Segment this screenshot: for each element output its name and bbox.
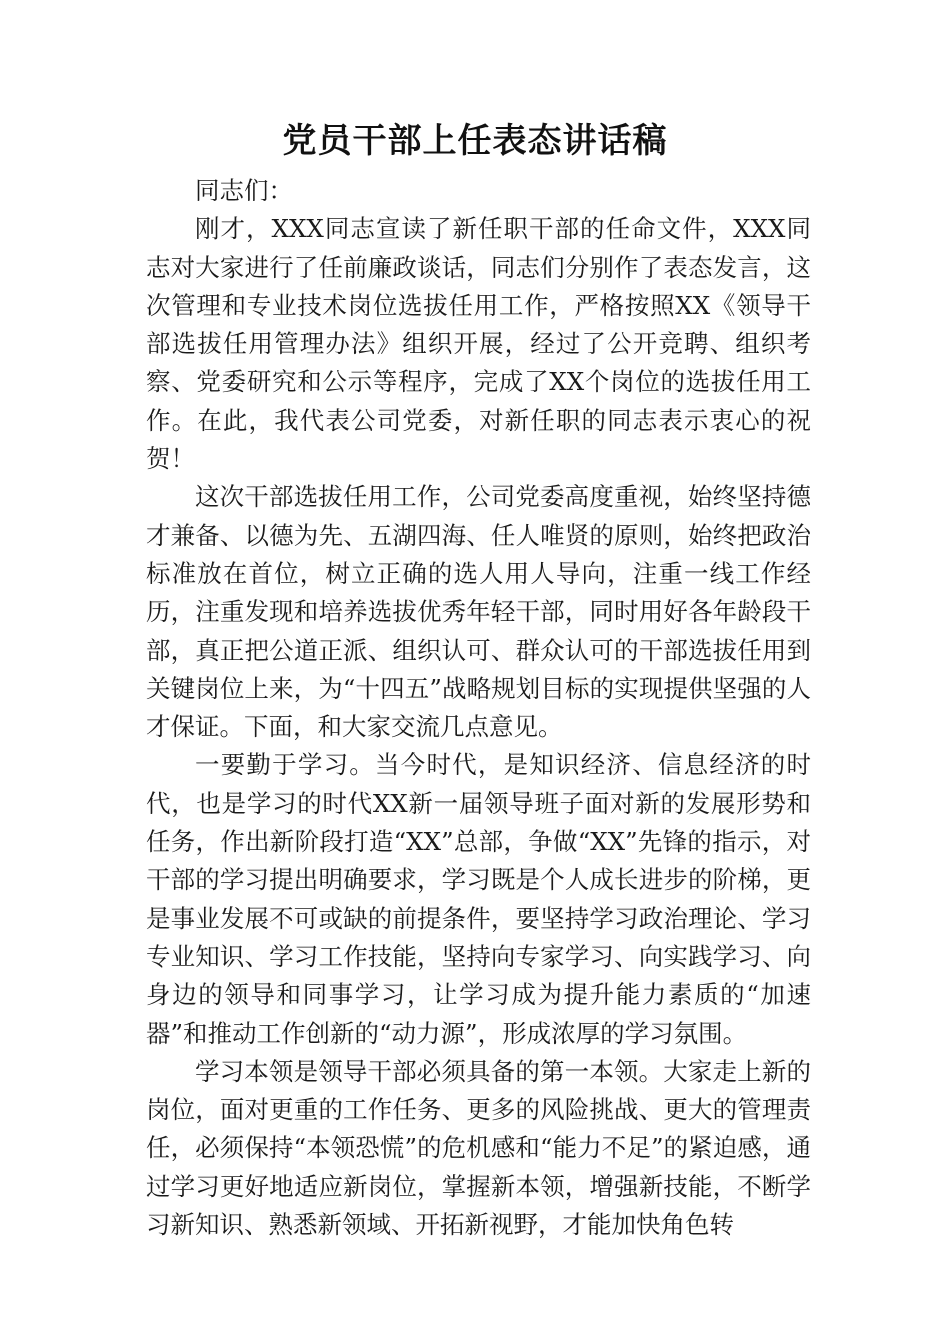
paragraph-3: 一要勤于学习。当今时代，是知识经济、信息经济的时代，也是学习的时代XX新一届领导班子面对新的发展形势和任务，作出新阶段打造“XX”总部，争做“XX”先锋的指示，对干部的学习提出明确要求，学习既是个人成长进步的阶梯，更是事业发展不可或缺的前提条件，要坚持学习政治理论、学习专业知识、学习工作技能，坚持向专家学习、向实践学习、向身边的领导和同事学习，让学习成为提升能力素质的“加速器”和推动工作创新的“动力源”，形成浓厚的学习氛围。 [146,750,811,1048]
salutation: 同志们： [195,176,293,205]
paragraph-2: 这次干部选拔任用工作，公司党委高度重视，始终坚持德才兼备、以德为先、五湖四海、任人唯贤的原则，始终把政治标准放在首位，树立正确的选人用人导向，注重一线工作经历，注重发现和培养选拔优秀年轻干部，同时用好各年龄段干部，真正把公道正派、组织认可、群众认可的干部选拔任用到关键岗位上来，为“十四五”战略规划目标的实现提供坚强的人才保证。下面，和大家交流几点意见。 [146,482,811,742]
paragraph-4: 学习本领是领导干部必须具备的第一本领。大家走上新的岗位，面对更重的工作任务、更多的风险挑战、更大的管理责任，必须保持“本领恐慌”的危机感和“能力不足”的紧迫感，通过学习更好地适应新岗位，掌握新本领，增强新技能，不断学习新知识、熟悉新领域、开拓新视野，才能加快角色转 [146,1056,811,1240]
document-title: 党员干部上任表态讲话稿 [282,121,668,161]
document-body [146,172,811,1244]
paragraph-1: 刚才，XXX同志宣读了新任职干部的任命文件，XXX同志对大家进行了任前廉政谈话，同志们分别作了表态发言，这次管理和专业技术岗位选拔任用工作，严格按照XX《领导干部选拔任用管理办法》组织开展，经过了公开竞聘、组织考察、党委研究和公示等程序，完成了XX个岗位的选拔任用工作。在此，我代表公司党委，对新任职的同志表示衷心的祝贺！ [146,214,811,474]
